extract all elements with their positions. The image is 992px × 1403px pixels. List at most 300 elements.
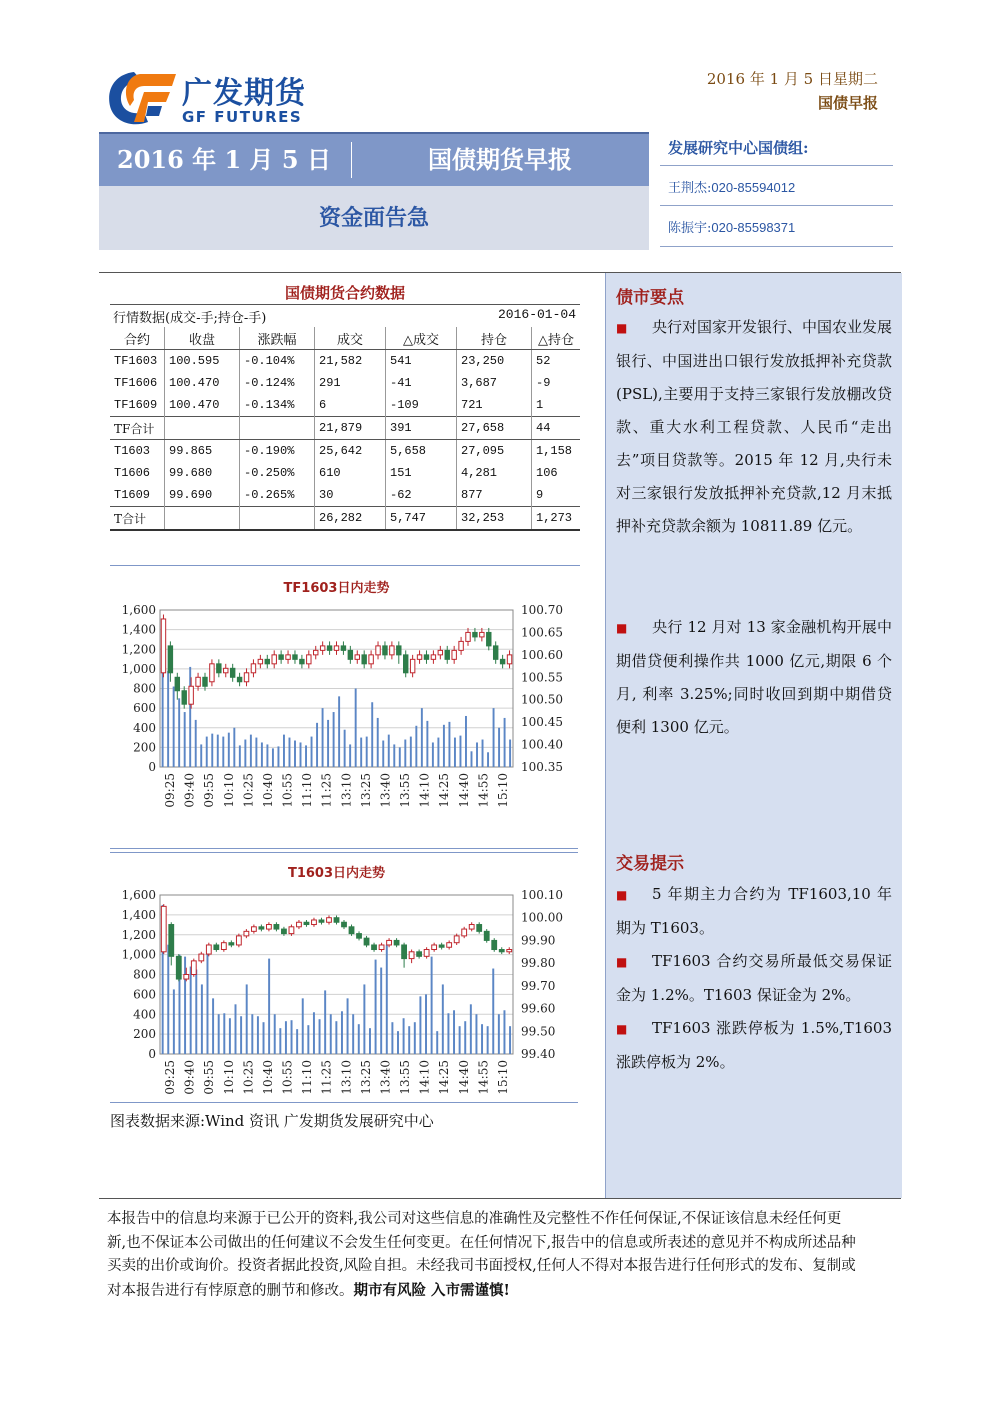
- right-axis-tick-label: 99.60: [521, 1001, 556, 1016]
- volume-bar: [470, 1004, 472, 1054]
- bullet-text: TF1603 涨跌停板为 1.5%,T1603 涨跌停板为 2%。: [616, 1019, 892, 1071]
- candle-body: [348, 650, 352, 659]
- candle-body: [182, 691, 186, 704]
- team-divider: [660, 205, 893, 206]
- volume-bar: [425, 994, 427, 1054]
- candle-body: [210, 664, 214, 682]
- candle-body: [265, 659, 269, 663]
- right-axis-tick-label: 100.45: [521, 715, 563, 730]
- x-axis-tick-label: 14:10: [417, 773, 432, 808]
- candle-body: [191, 961, 196, 975]
- table-cell: 99.865: [165, 440, 240, 463]
- candle-body: [244, 931, 249, 936]
- volume-bar: [442, 984, 444, 1054]
- x-axis-tick-label: 15:10: [496, 1060, 510, 1095]
- volume-bar: [190, 967, 192, 1054]
- volume-bar: [437, 738, 439, 767]
- candle-body: [184, 975, 189, 980]
- volume-bar: [352, 1014, 354, 1054]
- table-cell: 27,095: [457, 440, 532, 463]
- volume-bar: [324, 990, 326, 1054]
- table-cell: 3,687: [457, 372, 532, 394]
- square-bullet-icon: ■: [616, 1022, 628, 1036]
- volume-bar: [322, 708, 324, 767]
- volume-bar: [349, 744, 351, 767]
- volume-bar: [421, 708, 423, 767]
- candle-body: [251, 664, 255, 673]
- team-member: [668, 177, 795, 196]
- left-axis-tick-label: 200: [133, 1027, 156, 1042]
- volume-bar: [426, 721, 428, 767]
- volume-bar: [415, 726, 417, 767]
- volume-bar: [211, 734, 213, 767]
- subtitle-bar: [99, 186, 649, 250]
- volume-bar: [443, 725, 445, 767]
- left-axis-tick-label: 800: [133, 681, 156, 696]
- volume-bar: [305, 745, 307, 767]
- volume-bar: [509, 1026, 511, 1054]
- disclaimer-text: 本报告中的信息均来源于已公开的资料,我公司对这些信息的准确性及完整性不作任何保证,不保证该信息未经任何更新,也不保证本公司做出的任何建议不会发生任何变更。在任何情况下,报告中的信息或所表述的意见并不构成所述品种买卖的出价或询价。投资者据此投资,风险自担。未经我司书面授权,任何人不得对本报告进行任何形式的发布、复制或对本报告进行有悖原意的删节和修改。: [107, 1211, 856, 1299]
- table-cell: 30: [315, 484, 386, 507]
- candle-body: [438, 650, 442, 654]
- volume-bar: [195, 720, 197, 767]
- candle-body: [397, 646, 401, 655]
- volume-bar: [432, 742, 434, 767]
- square-bullet-icon: ■: [616, 321, 628, 335]
- column-header: 涨跌幅: [240, 327, 315, 350]
- table-row: [110, 350, 580, 373]
- list-item: [616, 611, 892, 744]
- volume-bar: [291, 1020, 293, 1054]
- volume-bar: [333, 712, 335, 767]
- candle-body: [410, 659, 414, 672]
- section-title-bond-points: 债市要点: [616, 288, 684, 308]
- right-axis-tick-label: 100.60: [521, 647, 563, 662]
- volume-bar: [471, 751, 473, 767]
- candle-body: [431, 655, 435, 659]
- volume-bar: [300, 742, 302, 767]
- candle-body: [484, 931, 489, 940]
- candle-body: [387, 940, 392, 945]
- candle-body: [462, 929, 467, 936]
- candle-body: [500, 659, 504, 663]
- volume-bar: [369, 1028, 371, 1054]
- candle-body: [477, 925, 482, 932]
- chart-title: TF1603日内走势: [283, 581, 390, 596]
- candle-body: [304, 922, 309, 924]
- volume-bar: [448, 722, 450, 767]
- candle-body: [499, 950, 504, 952]
- candle-body: [206, 945, 211, 954]
- table-cell: 541: [386, 350, 457, 373]
- candle-body: [230, 668, 234, 677]
- candle-body: [161, 906, 166, 951]
- table-cell: 106: [532, 462, 581, 484]
- table-row: [110, 462, 580, 484]
- x-axis-tick-label: 14:40: [456, 1060, 471, 1095]
- x-axis-tick-label: 09:55: [202, 773, 217, 808]
- volume-bar: [167, 671, 169, 767]
- volume-bar: [375, 960, 377, 1054]
- frame-bottom-rule: [99, 1198, 901, 1199]
- table-cell: [165, 417, 240, 440]
- table-cell: -0.134%: [240, 394, 315, 417]
- volume-bar: [263, 1022, 265, 1054]
- candle-body: [272, 655, 276, 664]
- volume-bar: [277, 746, 279, 767]
- left-axis-tick-label: 1,600: [121, 603, 156, 617]
- candle-body: [161, 619, 165, 673]
- volume-bar: [307, 1025, 309, 1054]
- table-title: 国债期货合约数据: [284, 284, 405, 302]
- right-axis-tick-label: 99.80: [521, 956, 556, 971]
- volume-bar: [246, 984, 248, 1054]
- volume-bar: [431, 957, 433, 1054]
- volume-bar: [229, 1018, 231, 1054]
- x-axis-tick-label: 11:10: [300, 1060, 315, 1095]
- candle-body: [267, 925, 272, 930]
- left-axis-tick-label: 1,000: [121, 661, 156, 676]
- candle-body: [452, 650, 456, 659]
- candle-body: [394, 940, 399, 945]
- table-cell: 26,282: [315, 507, 386, 531]
- volume-bar: [233, 728, 235, 767]
- table-meta-label: 行情数据(成交-手;持仓-手): [113, 311, 267, 326]
- table-cell: 610: [315, 462, 386, 484]
- volume-bar: [482, 740, 484, 767]
- x-axis-tick-label: 15:10: [496, 773, 510, 808]
- x-axis-tick-label: 09:40: [182, 773, 197, 808]
- volume-bar: [382, 741, 384, 767]
- title-bar: [99, 132, 649, 186]
- volume-bar: [272, 748, 274, 767]
- candle-body: [229, 943, 234, 945]
- candle-body: [203, 677, 207, 686]
- chart-top-rule: [110, 848, 578, 853]
- candle-body: [492, 940, 497, 949]
- volume-bar: [200, 744, 202, 767]
- volume-bar: [289, 738, 291, 767]
- candle-body: [364, 938, 369, 945]
- column-header: △持仓: [532, 327, 581, 350]
- x-axis-tick-label: 10:40: [260, 773, 275, 808]
- volume-bar: [493, 708, 495, 767]
- left-axis-tick-label: 1,200: [121, 927, 156, 942]
- candle-body: [349, 927, 354, 934]
- candle-body: [480, 632, 484, 636]
- right-axis-tick-label: 100.35: [521, 760, 563, 774]
- table-cell: TF合计: [110, 417, 165, 440]
- candle-body: [196, 677, 200, 686]
- right-axis-tick-label: 99.40: [521, 1047, 556, 1061]
- member-phone: 020-85598371: [711, 220, 796, 235]
- volume-bar: [195, 970, 197, 1054]
- x-axis-tick-label: 10:10: [221, 1060, 236, 1095]
- candle-body: [327, 918, 332, 923]
- volume-bar: [419, 996, 421, 1054]
- table-cell: 5,747: [386, 507, 457, 531]
- x-axis-tick-label: 14:55: [476, 773, 491, 808]
- volume-bar: [504, 718, 506, 767]
- candle-body: [493, 646, 497, 659]
- table-cell: 100.595: [165, 350, 240, 373]
- candle-body: [357, 934, 362, 939]
- volume-bar: [217, 735, 219, 767]
- candle-body: [307, 655, 311, 664]
- candle-body: [369, 655, 373, 664]
- candle-body: [459, 641, 463, 650]
- volume-bar: [360, 738, 362, 767]
- source-note: 图表数据来源:Wind 资讯 广发期货发展研究中心: [110, 1112, 434, 1130]
- x-axis-tick-label: 13:55: [398, 773, 413, 808]
- table-cell: 21,582: [315, 350, 386, 373]
- left-axis-tick-label: 1,000: [121, 947, 156, 962]
- team-label: 发展研究中心国债组:: [668, 139, 809, 157]
- x-axis-tick-label: 10:55: [280, 1060, 295, 1095]
- volume-bar: [388, 735, 390, 767]
- team-divider: [660, 246, 893, 247]
- candle-body: [258, 659, 262, 663]
- brand-name-en: GF FUTURES: [182, 108, 303, 126]
- report-subtitle: 资金面告急: [318, 205, 429, 231]
- table-cell: -41: [386, 372, 457, 394]
- table-row: [110, 507, 580, 531]
- table-row: [110, 484, 580, 507]
- table-cell: 721: [457, 394, 532, 417]
- brand-name-cn: 广发期货: [182, 76, 306, 111]
- volume-bar: [366, 737, 368, 767]
- table-cell: 25,642: [315, 440, 386, 463]
- table-cell: T1603: [114, 444, 151, 458]
- volume-bar: [268, 959, 270, 1054]
- table-cell: -0.190%: [240, 440, 315, 463]
- candle-body: [293, 655, 297, 659]
- volume-bar: [347, 998, 349, 1054]
- volume-bar: [316, 723, 318, 767]
- candle-body: [334, 918, 339, 923]
- candle-body: [300, 659, 304, 663]
- table-cell: T1609: [114, 488, 151, 502]
- table-cell: 291: [315, 372, 386, 394]
- candle-body: [473, 632, 477, 636]
- x-axis-tick-label: 10:25: [241, 1060, 256, 1095]
- volume-bar: [212, 998, 214, 1054]
- right-axis-tick-label: 100.55: [521, 670, 563, 685]
- candle-body: [383, 646, 387, 655]
- table-cell: [165, 507, 240, 531]
- volume-bar: [302, 998, 304, 1054]
- candle-body: [221, 943, 226, 950]
- candle-body: [289, 927, 294, 934]
- volume-bar: [279, 1028, 281, 1054]
- square-bullet-icon: ■: [616, 955, 628, 969]
- x-axis-tick-label: 13:40: [378, 773, 393, 808]
- table-cell: -9: [532, 372, 581, 394]
- right-axis-tick-label: 100.65: [521, 625, 563, 640]
- volume-bar: [240, 1016, 242, 1054]
- candle-body: [274, 925, 279, 930]
- report-title: 国债期货早报: [428, 145, 572, 174]
- left-axis-tick-label: 0: [148, 760, 156, 774]
- left-axis-tick-label: 800: [133, 967, 156, 982]
- column-header: 成交: [315, 327, 386, 350]
- volume-bar: [223, 1013, 225, 1054]
- table-cell: -0.250%: [240, 462, 315, 484]
- candle-body: [362, 655, 366, 664]
- member-name: 陈振宇:: [668, 221, 712, 236]
- volume-bar: [206, 737, 208, 767]
- volume-bar: [447, 1013, 449, 1054]
- candle-body: [327, 646, 331, 650]
- chart-title: T1603日内走势: [287, 866, 386, 881]
- volume-bar: [371, 702, 373, 767]
- table-cell: -62: [386, 484, 457, 507]
- left-axis-tick-label: 1,400: [121, 907, 156, 922]
- volume-bar: [167, 945, 169, 1054]
- candle-body: [454, 936, 459, 943]
- table-cell: TF1603: [114, 354, 158, 368]
- candle-body: [189, 686, 193, 704]
- table-cell: -0.265%: [240, 484, 315, 507]
- candle-body: [279, 655, 283, 659]
- table-cell: -0.124%: [240, 372, 315, 394]
- volume-bar: [453, 1010, 455, 1054]
- candle-body: [214, 945, 219, 950]
- x-axis-tick-label: 13:40: [378, 1060, 393, 1095]
- volume-bar: [414, 1022, 416, 1054]
- x-axis-tick-label: 09:55: [202, 1060, 217, 1095]
- square-bullet-icon: ■: [616, 621, 628, 635]
- table-cell: 391: [386, 417, 457, 440]
- volume-bar: [377, 718, 379, 767]
- left-axis-tick-label: 1,200: [121, 642, 156, 657]
- volume-bar: [464, 1021, 466, 1054]
- candle-body: [424, 950, 429, 957]
- table-cell: 21,879: [315, 417, 386, 440]
- table-row: [110, 440, 580, 463]
- candle-body: [342, 922, 347, 927]
- volume-bar: [274, 1014, 276, 1054]
- list-item: [616, 1012, 892, 1079]
- candle-body: [169, 925, 174, 957]
- x-axis-tick-label: 13:25: [358, 773, 373, 808]
- volume-bar: [487, 752, 489, 767]
- candle-body: [447, 943, 452, 948]
- x-axis-tick-label: 10:40: [260, 1060, 275, 1095]
- t1603-intraday-chart: [108, 855, 583, 1105]
- report-date: 2016 年 1 月 5 日: [117, 145, 331, 174]
- candle-body: [424, 655, 428, 659]
- candle-body: [320, 646, 324, 650]
- candle-body: [417, 952, 422, 957]
- volume-bar: [338, 696, 340, 767]
- volume-bar: [459, 736, 461, 767]
- right-axis-tick-label: 99.70: [521, 978, 556, 993]
- team-member: [668, 217, 795, 236]
- table-cell: T合计: [110, 507, 165, 531]
- right-axis-tick-label: 100.50: [521, 692, 563, 707]
- candle-body: [466, 632, 470, 641]
- header-report-type: 国债早报: [817, 94, 878, 112]
- volume-bar: [498, 728, 500, 767]
- header-date: 2016 年 1 月 5 日星期二: [706, 70, 878, 88]
- candle-body: [417, 655, 421, 659]
- tf1603-intraday-chart: [108, 570, 583, 835]
- right-axis-tick-label: 100.40: [521, 737, 563, 752]
- volume-bar: [386, 945, 388, 1054]
- volume-bar: [503, 1010, 505, 1054]
- x-axis-tick-label: 10:25: [241, 773, 256, 808]
- volume-bar: [294, 741, 296, 767]
- volume-bar: [207, 945, 209, 1054]
- x-axis-tick-label: 14:25: [437, 1060, 452, 1095]
- x-axis-tick-label: 09:25: [163, 773, 177, 808]
- left-axis-tick-label: 600: [133, 987, 156, 1002]
- x-axis-tick-label: 13:55: [398, 1060, 413, 1095]
- candle-body: [297, 922, 302, 927]
- team-divider: [660, 165, 893, 166]
- volume-bar: [436, 1031, 438, 1054]
- table-cell: T1606: [114, 466, 151, 480]
- x-axis-tick-label: 14:55: [476, 1060, 491, 1095]
- candle-body: [217, 664, 221, 673]
- table-cell: 1: [532, 394, 581, 417]
- x-axis-tick-label: 14:25: [437, 773, 452, 808]
- volume-bar: [399, 747, 401, 767]
- table-body: [110, 350, 580, 531]
- table-cell: 1,273: [532, 507, 581, 531]
- table-cell: 5,658: [386, 440, 457, 463]
- volume-bar: [178, 698, 180, 767]
- candle-body: [244, 673, 248, 682]
- candle-body: [199, 954, 204, 961]
- section-title-trading-tips: 交易提示: [616, 854, 684, 874]
- volume-bar: [235, 1004, 237, 1054]
- volume-bar: [363, 984, 365, 1054]
- candle-body: [334, 646, 338, 650]
- volume-bar: [184, 712, 186, 767]
- x-axis-tick-label: 11:10: [300, 773, 315, 808]
- volume-bar: [397, 1031, 399, 1054]
- volume-bar: [228, 733, 230, 767]
- bullet-text: 央行对国家开发银行、中国农业发展银行、中国进出口银行发放抵押补充贷款(PSL),主要用于支持三家银行发放棚改贷款、重大水利工程贷款、人民币“走出去”项目贷款等。2015 年 12 月,央行未对三家银行发放抵押补充贷款,12 月末抵押补充贷款余额为 10811.89 亿元。: [616, 318, 893, 535]
- volume-bar: [330, 1014, 332, 1054]
- volume-bar: [475, 1014, 477, 1054]
- x-axis-tick-label: 09:25: [163, 1060, 177, 1095]
- volume-bar: [403, 1018, 405, 1054]
- volume-bar: [251, 1014, 253, 1054]
- bullet-text: TF1603 合约交易所最低交易保证金为 1.2%。T1603 保证金为 2%。: [616, 952, 892, 1004]
- candle-body: [409, 952, 414, 959]
- volume-bar: [255, 738, 257, 767]
- x-axis-tick-label: 10:55: [280, 773, 295, 808]
- right-axis-tick-label: 100.70: [521, 603, 563, 617]
- disclaimer: [107, 1208, 857, 1303]
- square-bullet-icon: ■: [616, 888, 628, 902]
- right-axis-tick-label: 100.00: [521, 910, 563, 925]
- candle-body: [175, 677, 179, 690]
- table-cell: 52: [532, 350, 581, 373]
- volume-bar: [313, 1012, 315, 1054]
- right-axis-tick-label: 99.90: [521, 933, 556, 948]
- right-axis-tick-label: 99.50: [521, 1024, 556, 1039]
- candle-body: [507, 950, 512, 952]
- column-header: 合约: [110, 327, 165, 350]
- candle-body: [439, 945, 444, 947]
- volume-bar: [509, 740, 511, 767]
- table-cell: TF1606: [114, 376, 158, 390]
- table-top-rule: [110, 304, 580, 305]
